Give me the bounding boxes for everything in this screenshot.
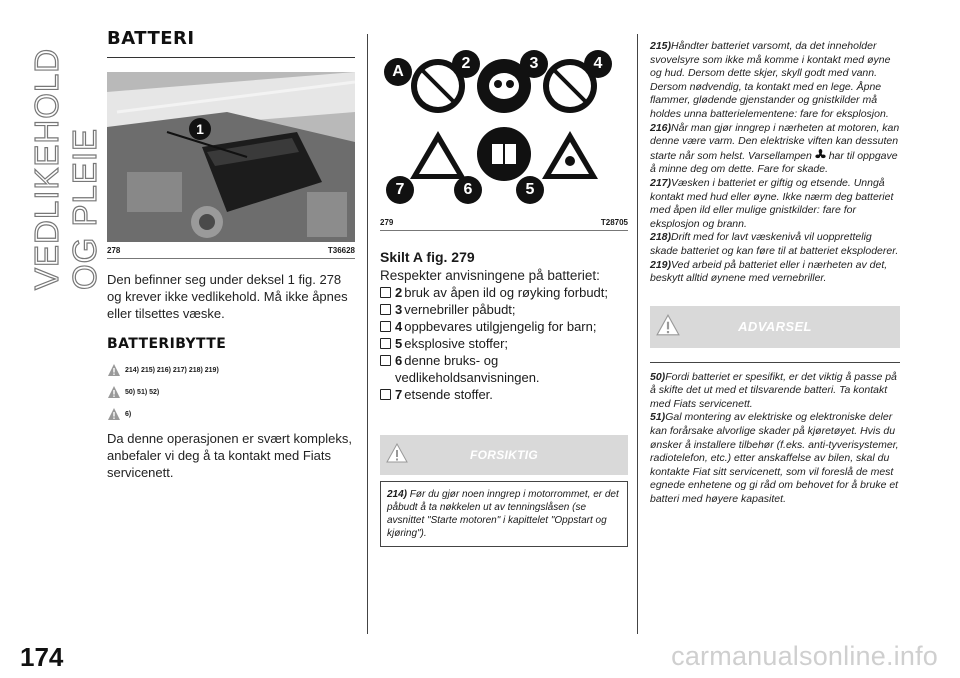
note-text: Væsken i batteriet er giftig og etsende. Unngå kontakt med hud eller øyne. Ikke nærm deg batteriet med åpen ild eller mulige gnistkilder: fare for eksplosjon og brann. xyxy=(650,176,894,230)
reference-line xyxy=(107,404,355,424)
note-text: Når man gjør inngrep i nærheten at motoren, kan denne være varm. Den elektriske viften kan dessuten starte når som helst. Varsellampen xyxy=(650,121,900,162)
reference-numbers: 6) xyxy=(125,410,132,418)
fan-warning-icon xyxy=(815,149,826,160)
list-item xyxy=(380,318,628,335)
column-1 xyxy=(107,28,355,481)
figure-label: 6 xyxy=(454,176,482,204)
note-text: har til oppgave å minne deg om dette. Fare for skade. xyxy=(650,149,898,176)
section-title: BATTERI xyxy=(107,28,195,49)
item-number: 2 xyxy=(395,285,403,300)
figure-label: 2 xyxy=(452,50,480,78)
reference-line xyxy=(107,360,355,380)
book-icon xyxy=(380,287,391,298)
list-item xyxy=(380,301,628,318)
list-item xyxy=(380,386,628,403)
book-icon xyxy=(380,304,391,315)
subsection-title: BATTERIBYTTE xyxy=(107,336,227,352)
warning-icon xyxy=(107,363,121,377)
note-text: Ved arbeid på batteriet eller i nærheten av det, beskytt alltid øynene med vernebriller. xyxy=(650,258,888,285)
book-icon xyxy=(380,389,391,400)
figure-number: 279 xyxy=(380,218,394,227)
column-divider xyxy=(637,34,638,634)
note-number: 214) xyxy=(387,489,408,500)
list-item xyxy=(380,284,628,301)
figure-label: 3 xyxy=(520,50,548,78)
book-icon xyxy=(380,338,391,349)
item-text: vernebriller påbudt; xyxy=(404,302,516,317)
warning-label: ADVARSEL xyxy=(738,318,812,334)
warning-text xyxy=(650,362,900,507)
item-text: eksplosive stoffer; xyxy=(404,336,509,351)
reference-numbers: 50) 51) 52) xyxy=(125,388,160,396)
figure-code: T28705 xyxy=(600,218,628,227)
figure-code: T36628 xyxy=(327,246,355,255)
caution-text xyxy=(380,481,628,547)
note xyxy=(650,177,900,231)
list-intro: Respekter anvisningene på batteriet: xyxy=(380,268,600,283)
note xyxy=(650,40,900,122)
note xyxy=(650,371,900,412)
battery-photo xyxy=(107,72,355,242)
note-text: Håndter batteriet varsomt, da det inneholder svovelsyre som ikke må komme i kontakt med øyne og hud. Dersom dette skjer, skyll godt med vann. Dersom nødvendig, ta kontakt med en lege. Åpne flammer, glødende gjenstander og gnistkilder må holdes unna batterielementene: fare for eksplosjon. xyxy=(650,40,891,120)
watermark: carmanualsonline.info xyxy=(671,641,938,671)
list-title: Skilt A fig. 279 xyxy=(380,249,475,265)
warning-icon xyxy=(107,385,121,399)
note-number: 218) xyxy=(650,231,672,244)
warning-icon xyxy=(656,314,680,336)
note-text: Fordi batteriet er spesifikt, er det viktig å passe på å skifte det ut med et tilsvarende batteri. Ta kontakt med Fiats servicenett. xyxy=(650,370,897,410)
figure-number: 278 xyxy=(107,246,121,255)
warning-header xyxy=(650,306,900,348)
note-number: 219) xyxy=(650,258,672,271)
column-3 xyxy=(650,40,900,507)
note-number: 51) xyxy=(650,411,666,424)
note xyxy=(650,411,900,506)
item-text: bruk av åpen ild og røyking forbudt; xyxy=(404,285,609,300)
figure-label: 4 xyxy=(584,50,612,78)
note-number: 216) xyxy=(650,121,672,134)
item-number: 7 xyxy=(395,387,403,402)
book-icon xyxy=(380,355,391,366)
list-item xyxy=(380,352,628,386)
figure-label: 7 xyxy=(386,176,414,204)
section-tab: VEDLIKEHOLD OG PLEIE xyxy=(28,47,103,290)
warning-icon xyxy=(386,443,408,463)
item-number: 3 xyxy=(395,302,403,317)
note-text: Gal montering av elektriske og elektroniske deler kan forårsake alvorlige skader på kjøretøyet. Hvis du ønsker å installere tilbehør (f.eks. anti-tyverisystemer, radiotelefon, etc.) etter anskaffelse av bilen, skal du kontakte Fiat sitt servicenett, som vil foreslå de mest egnede enhetene og gi råd om behovet for å bruke et batteri med høyere kapasitet. xyxy=(650,411,899,506)
item-number: 4 xyxy=(395,319,403,334)
reference-numbers: 214) 215) 216) 217) 218) 219) xyxy=(125,366,219,374)
item-text: etsende stoffer. xyxy=(404,387,493,402)
note xyxy=(650,122,900,177)
note-text: Drift med for lavt væskenivå vil uopprettelig skade batteriet og kan føre til at batteriet eksploderer. xyxy=(650,231,899,257)
item-number: 5 xyxy=(395,336,403,351)
item-text: oppbevares utilgjengelig for barn; xyxy=(404,319,597,334)
info-icon xyxy=(107,407,121,421)
caution-label: FORSIKTIG xyxy=(469,448,539,462)
column-divider xyxy=(367,34,368,634)
body-paragraph: Da denne operasjonen er svært kompleks, anbefaler vi deg å ta kontakt med Fiats servicenett. xyxy=(107,431,352,480)
battery-label-figure xyxy=(380,44,628,214)
figure-caption xyxy=(107,246,355,259)
column-2 xyxy=(380,34,628,547)
callout-1: 1 xyxy=(189,118,211,140)
figure-label: A xyxy=(384,58,412,86)
reference-line xyxy=(107,382,355,402)
figure-label: 5 xyxy=(516,176,544,204)
book-icon xyxy=(380,321,391,332)
page-number: 174 xyxy=(20,642,64,672)
note-text: Før du gjør noen inngrep i motorrommet, er det påbudt å ta nøkkelen ut av tenningslåsen (se avsnittet "Starte motoren" i kapittelet "Oppstart og kjøring"). xyxy=(387,489,619,539)
note xyxy=(650,231,900,258)
caution-header xyxy=(380,435,628,475)
list-item xyxy=(380,335,628,352)
title-rule xyxy=(107,57,355,58)
item-number: 6 xyxy=(395,353,403,368)
note-number: 215) xyxy=(650,40,672,52)
engine-bay-illustration xyxy=(107,72,355,242)
figure-caption xyxy=(380,218,628,231)
note-number: 50) xyxy=(650,370,666,383)
item-text: denne bruks- og vedlikeholdsanvisningen. xyxy=(395,353,540,385)
note-number: 217) xyxy=(650,176,672,189)
note xyxy=(650,259,900,286)
intro-paragraph: Den befinner seg under deksel 1 fig. 278 og krever ikke vedlikehold. Må ikke åpnes eller tilsettes væske. xyxy=(107,272,348,321)
